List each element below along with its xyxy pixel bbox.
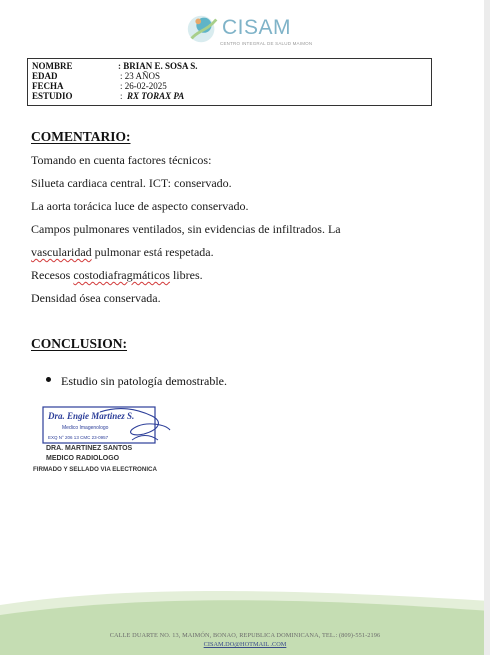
- footer-email-link[interactable]: CISAM.DO@HOTMAIL .COM: [203, 641, 287, 648]
- signature-scribble: [132, 436, 158, 441]
- stamp-role: Medico Imagenologo: [62, 425, 109, 431]
- conclusion-item: Estudio sin patología demostrable.: [61, 374, 227, 388]
- patient-value: : BRIAN E. SOSA S.: [118, 61, 198, 71]
- patient-value: : 23 AÑOS: [120, 71, 161, 81]
- stamp-name: Dra. Engie Martinez S.: [48, 411, 135, 421]
- signer-title: MEDICO RADIOLOGO: [46, 455, 120, 462]
- logo-name: CISAM: [222, 16, 292, 39]
- stamp-numbers: EXQ N° 206 13 CMC 23-0957: [48, 435, 109, 440]
- comentario-line: Campos pulmonares ventilados, sin evidencias de infiltrados. La: [31, 222, 341, 236]
- patient-label: ESTUDIO: [32, 91, 73, 101]
- logo-tagline: CENTRO INTEGRAL DE SALUD MAIMON: [220, 41, 313, 46]
- page-edge: [484, 0, 490, 655]
- conclusion-title: CONCLUSION:: [31, 336, 128, 351]
- comentario-title: COMENTARIO:: [31, 129, 131, 144]
- comentario-line: Recesos costodiafragmáticos libres.: [31, 268, 203, 282]
- patient-label: FECHA: [32, 81, 64, 91]
- signature-note: FIRMADO Y SELLADO VIA ELECTRONICA: [33, 466, 157, 473]
- comentario-line: Tomando en cuenta factores técnicos:: [31, 153, 212, 167]
- comentario-line: La aorta torácica luce de aspecto conservado.: [31, 199, 249, 213]
- patient-label: EDAD: [32, 71, 58, 81]
- cisam-logo-mark-icon: [184, 10, 222, 48]
- signer-name: DRA. MARTINEZ SANTOS: [46, 445, 133, 452]
- comentario-line: Densidad ósea conservada.: [31, 291, 161, 305]
- doctor-stamp: [40, 404, 172, 446]
- patient-value: : RX TORAX PA: [120, 91, 185, 101]
- patient-value: : 26-02-2025: [120, 81, 167, 91]
- bullet-icon: [46, 377, 51, 382]
- footer-address: CALLE DUARTE NO. 13, MAIMÓN, BONAO, REPUBLICA DOMINICANA, TEL.: (809)-551-2196: [109, 632, 381, 639]
- comentario-line: vascularidad pulmonar está respetada.: [31, 245, 214, 259]
- cisam-logo: [178, 8, 313, 52]
- patient-label: NOMBRE: [32, 61, 73, 71]
- patient-info-box: [27, 58, 432, 106]
- comentario-line: Silueta cardiaca central. ICT: conservado.: [31, 176, 232, 190]
